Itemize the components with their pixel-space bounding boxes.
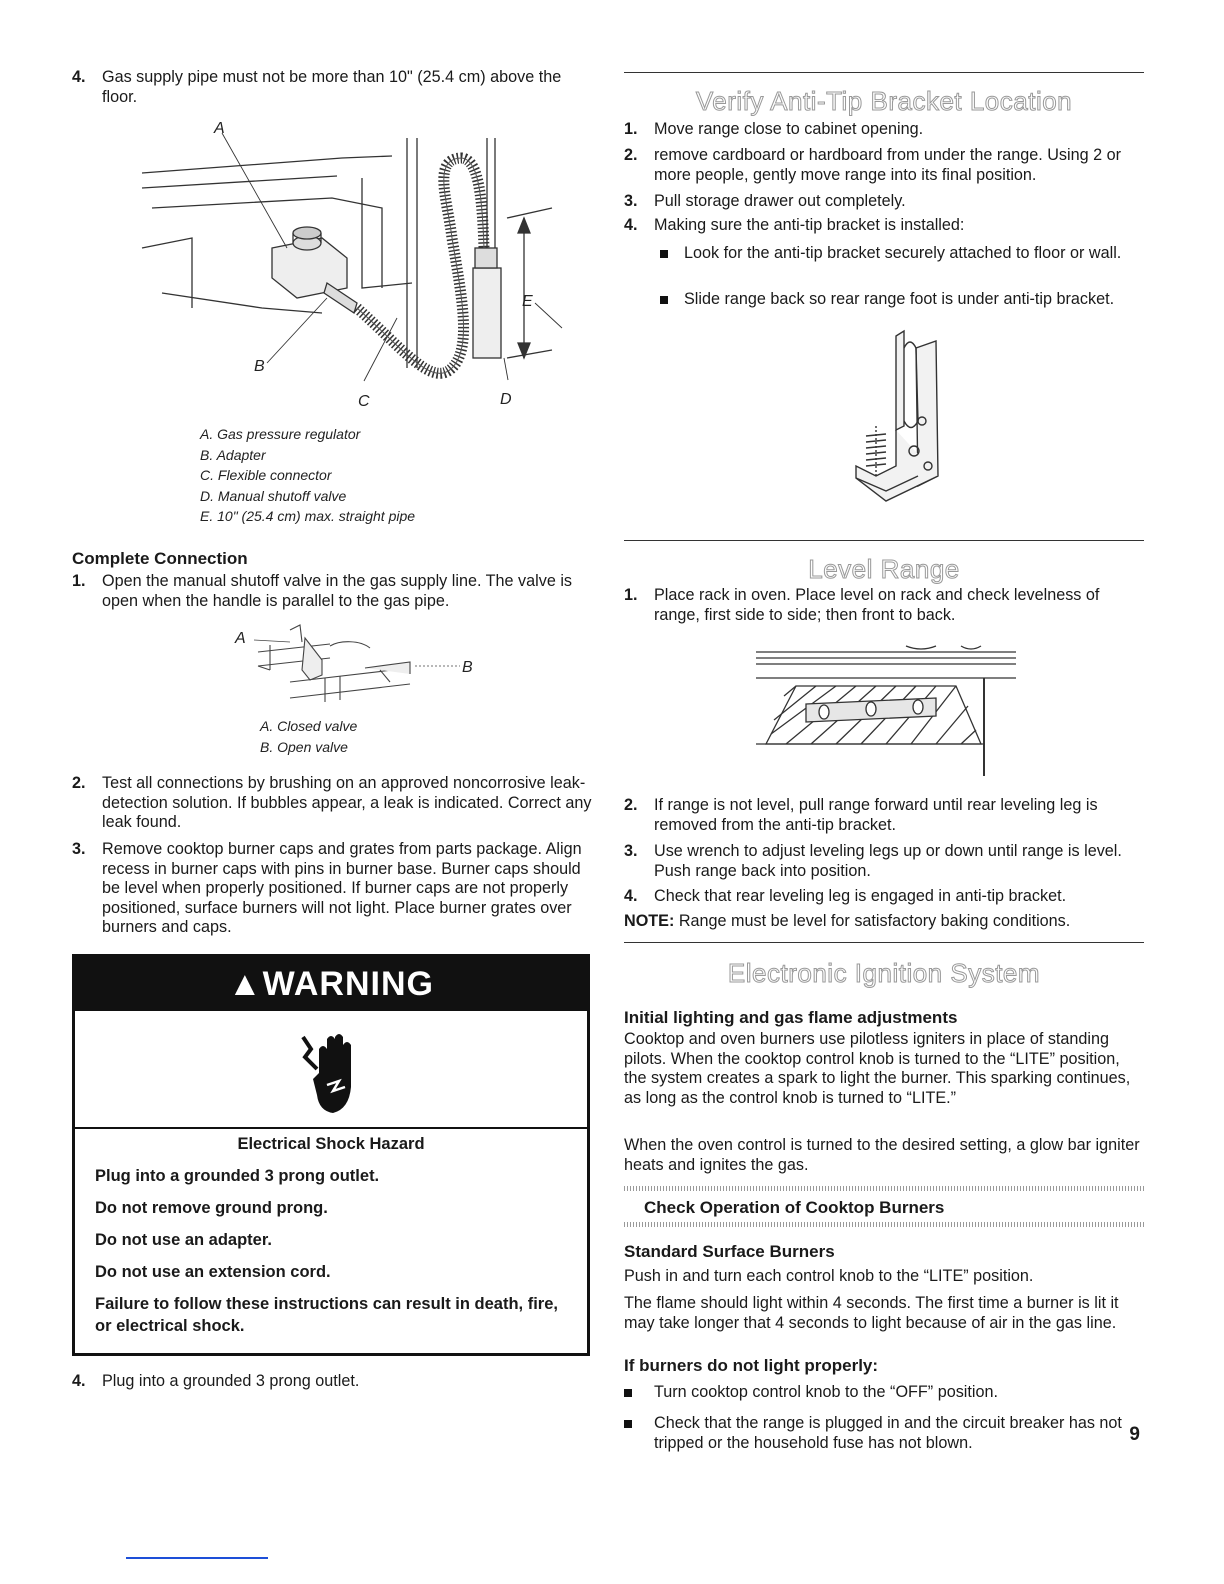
hatched-divider <box>624 1186 1144 1191</box>
label-d: D <box>500 391 512 408</box>
note-text: Range must be level for satisfactory baking conditions. <box>678 912 1071 930</box>
warning-line: Do not use an adapter. <box>95 1231 272 1249</box>
legend-item: B. Open valve <box>260 738 348 755</box>
check-operation-heading: Check Operation of Cooktop Burners <box>644 1198 945 1217</box>
step-text: Making sure the anti-tip bracket is installed: <box>654 216 965 234</box>
initial-lighting-paragraph: Cooktop and oven burners use pilotless igniters in place of standing pilots. When the cooktop control knob is turned to the “LITE” position, the system creates a spark to light the burner. This sparking continues, as long as the control knob is turned to “LITE.” <box>624 1030 1131 1107</box>
label-a: A <box>214 120 225 137</box>
step-text: Use wrench to adjust leveling legs up or down until range is level. Push range back into position. <box>654 842 1122 880</box>
label-b: B <box>462 659 473 676</box>
warning-icon-area <box>75 1011 587 1129</box>
warning-header <box>75 957 587 1011</box>
label-a: A <box>235 630 246 647</box>
step-text: Check that rear leveling leg is engaged in anti-tip bracket. <box>654 887 1067 905</box>
step-number: 4. <box>624 887 638 905</box>
valve-legend <box>260 716 357 757</box>
gas-connection-legend <box>200 424 415 527</box>
legend-item: B. Adapter <box>200 446 266 463</box>
step-number: 1. <box>72 572 86 590</box>
warning-line: Plug into a grounded 3 prong outlet. <box>95 1167 380 1185</box>
step-number: 2. <box>624 146 638 164</box>
label-e: E <box>522 293 533 310</box>
step-text: remove cardboard or hardboard from under the range. Using 2 or more people, gently move range into its final position. <box>654 146 1121 184</box>
bullet-icon <box>624 1389 632 1397</box>
warning-header-text: WARNING <box>262 965 434 1003</box>
section-divider <box>624 942 1144 943</box>
warning-title: Electrical Shock Hazard <box>237 1135 425 1153</box>
note-label: NOTE: <box>624 912 675 930</box>
standard-burners-paragraph: Push in and turn each control knob to the “LITE” position. <box>624 1267 1034 1285</box>
legend-item: C. Flexible connector <box>200 467 332 483</box>
step-text: Open the manual shutoff valve in the gas supply line. The valve is open when the handle is parallel to the gas pipe. <box>102 572 573 610</box>
step-number: 4. <box>72 68 86 86</box>
footer-link-line <box>126 1557 268 1559</box>
troubleshoot-bullet: Turn cooktop control knob to the “OFF” position. <box>654 1383 998 1401</box>
warning-box <box>72 954 590 1356</box>
legend-item: D. Manual shutoff valve <box>200 487 347 504</box>
complete-connection-heading: Complete Connection <box>72 549 248 568</box>
legend-item: E. 10" (25.4 cm) max. straight pipe <box>200 508 416 524</box>
anti-tip-bullet: Look for the anti-tip bracket securely attached to floor or wall. <box>684 244 1122 262</box>
warning-line: Do not remove ground prong. <box>95 1199 328 1217</box>
step-number: 1. <box>624 120 638 138</box>
step-text: Test all connections by brushing on an approved noncorrosive leak-detection solution. If bubbles appear, a leak is indicated. Correct any leak found. <box>102 774 592 831</box>
bullet-icon <box>624 1420 632 1428</box>
glow-bar-paragraph: When the oven control is turned to the desired setting, a glow bar igniter heats and ignites the gas. <box>624 1136 1140 1174</box>
flame-timing-paragraph: The flame should light within 4 seconds. The first time a burner is lit it may take longer that 4 seconds to light because of air in the gas line. <box>624 1294 1119 1332</box>
step-number: 2. <box>624 796 638 814</box>
step-number: 2. <box>72 774 86 792</box>
step-text: If range is not level, pull range forward until rear leveling leg is removed from the anti-tip bracket. <box>654 796 1098 834</box>
legend-item: A. Closed valve <box>260 718 358 734</box>
anti-tip-heading: Verify Anti-Tip Bracket Location <box>695 86 1073 116</box>
warning-line: Do not use an extension cord. <box>95 1263 331 1281</box>
step-number: 4. <box>72 1372 86 1390</box>
gas-connection-illustration <box>132 118 572 418</box>
valve-illustration <box>230 620 473 712</box>
anti-tip-bracket-illustration <box>826 326 956 526</box>
step-number: 1. <box>624 586 638 604</box>
page-number: 9 <box>1129 1424 1140 1445</box>
step-number: 4. <box>624 216 638 234</box>
level-note <box>624 912 1144 932</box>
initial-lighting-heading: Initial lighting and gas flame adjustments <box>624 1008 958 1027</box>
anti-tip-bullet: Slide range back so rear range foot is under anti-tip bracket. <box>684 290 1115 308</box>
step-text: Plug into a grounded 3 prong outlet. <box>102 1372 360 1390</box>
level-range-heading: Level Range <box>808 554 960 584</box>
ignition-heading: Electronic Ignition System <box>727 958 1041 988</box>
legend-item: A. Gas pressure regulator <box>200 426 361 442</box>
electrical-shock-hand-icon <box>297 1029 367 1119</box>
standard-burners-heading: Standard Surface Burners <box>624 1242 835 1261</box>
troubleshoot-bullet: Check that the range is plugged in and the circuit breaker has not tripped or the household fuse has not blown. <box>654 1414 1122 1452</box>
step-text: Move range close to cabinet opening. <box>654 120 924 138</box>
section-divider <box>624 72 1144 73</box>
step-number: 3. <box>624 842 638 860</box>
label-b: B <box>254 358 265 375</box>
bullet-icon <box>660 296 668 304</box>
step-text: Pull storage drawer out completely. <box>654 192 906 210</box>
bullet-icon <box>660 250 668 258</box>
step-number: 3. <box>72 840 86 858</box>
warning-triangle-icon: ▲ <box>228 965 263 1003</box>
step-text: Remove cooktop burner caps and grates from parts package. Align recess in burner caps with pins in burner base. Burner caps should be level when properly positioned. If burner caps are not properly positioned, surface burners will not light. Place burner grates over burners and caps. <box>102 840 582 936</box>
warning-line: Failure to follow these instructions can result in death, fire, or electrical shock. <box>95 1295 558 1335</box>
step-number: 3. <box>624 192 638 210</box>
hatched-divider <box>624 1222 1144 1227</box>
burners-not-lighting-heading: If burners do not light properly: <box>624 1356 879 1375</box>
label-c: C <box>358 393 370 410</box>
level-on-rack-illustration <box>756 634 996 784</box>
step-text: Place rack in oven. Place level on rack and check levelness of range, first side to side; then front to back. <box>654 586 1100 624</box>
step-text: Gas supply pipe must not be more than 10" (25.4 cm) above the floor. <box>102 68 562 106</box>
section-divider <box>624 540 1144 541</box>
